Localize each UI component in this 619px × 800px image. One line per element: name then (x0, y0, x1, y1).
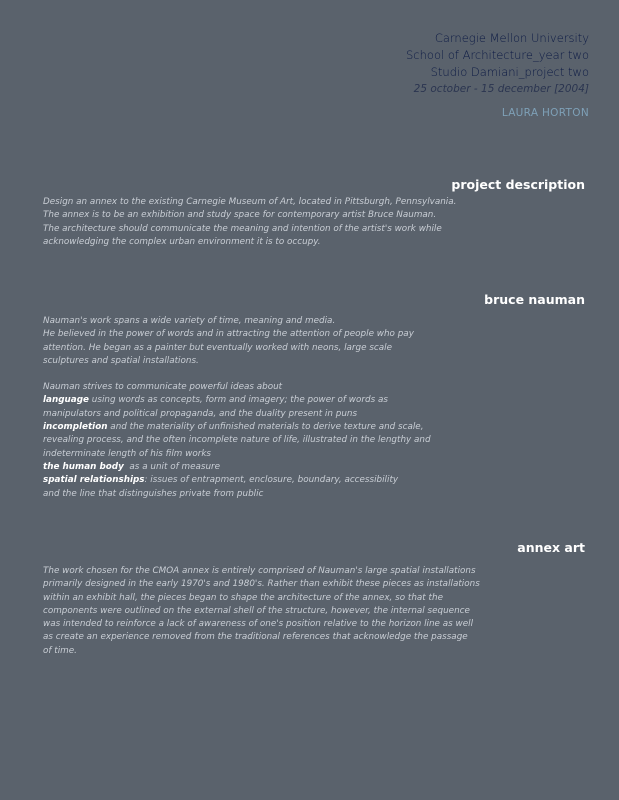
human-body-item (43, 461, 583, 474)
human-body-text: as a unit of measure (123, 461, 221, 472)
text-line: Nauman strives to communicate powerful ideas about (43, 382, 283, 393)
project-description-title: project description (451, 177, 585, 192)
spatial-keyword: spatial relationships (43, 475, 145, 486)
text-line: was intended to reinforce a lack of awareness of one's position relative to the horizon line as well (43, 619, 474, 630)
language-item (43, 394, 583, 407)
annex-art-text (43, 565, 583, 658)
incompletion-text: and the materiality of unfinished materials to derive texture and scale, (107, 422, 424, 433)
text-line: within an exhibit hall, the pieces began to shape the architecture of the annex, so that the (43, 592, 443, 603)
text-line: acknowledging the complex urban environment it is to occupy. (43, 236, 321, 247)
incompletion-item (43, 421, 583, 434)
text-line: revealing process, and the often incomplete nature of life, illustrated in the lengthy and (43, 435, 431, 446)
annex-art-title: annex art (517, 540, 585, 555)
language-keyword: language (43, 395, 89, 406)
school-name: School of Architecture_year two (406, 48, 589, 62)
text-line: of time. (43, 645, 77, 656)
text-line: primarily designed in the early 1970's and 1980's. Rather than exhibit these pieces as installations (43, 579, 480, 590)
spatial-item (43, 474, 583, 487)
text-line: sculptures and spatial installations. (43, 355, 199, 366)
text-line: The architecture should communicate the meaning and intention of the artist's work while (43, 223, 442, 234)
text-line: Nauman's work spans a wide variety of time, meaning and media. (43, 316, 336, 326)
text-line: components were outlined on the external shell of the structure, however, the internal sequence (43, 605, 470, 616)
language-text: using words as concepts, form and imagery; the power of words as (88, 395, 388, 406)
bruce-nauman-title: bruce nauman (484, 292, 585, 307)
text-line: as create an experience removed from the traditional references that acknowledge the passage (43, 632, 468, 643)
text-line: manipulators and political propaganda, and the duality present in puns (43, 408, 358, 419)
header-block (406, 30, 589, 119)
text-line: Design an annex to the existing Carnegie Museum of Art, located in Pittsburgh, Pennsylvania. (43, 197, 457, 207)
text-line: He believed in the power of words and in attracting the attention of people who pay (43, 329, 414, 340)
date-range: 25 october - 15 december [2004] (413, 83, 589, 95)
bruce-nauman-text (43, 315, 583, 501)
human-body-keyword: the human body (43, 461, 124, 472)
author-name: LAURA HORTON (501, 107, 589, 119)
text-line: The annex is to be an exhibition and study space for contemporary artist Bruce Nauman. (43, 210, 437, 221)
incompletion-keyword: incompletion (43, 422, 108, 433)
studio-name: Studio Damiani_project two (430, 65, 589, 79)
spatial-text: : issues of entrapment, enclosure, boundary, accessibility (144, 475, 399, 486)
project-description-text (43, 196, 583, 249)
text-line: and the line that distinguishes private from public (43, 488, 264, 499)
text-line: attention. He began as a painter but eventually worked with neons, large scale (43, 342, 392, 353)
text-line: The work chosen for the CMOA annex is entirely comprised of Nauman's large spatial installations (43, 566, 476, 576)
text-line: indeterminate length of his film works (43, 448, 212, 459)
institution-name: Carnegie Mellon University (434, 31, 589, 45)
